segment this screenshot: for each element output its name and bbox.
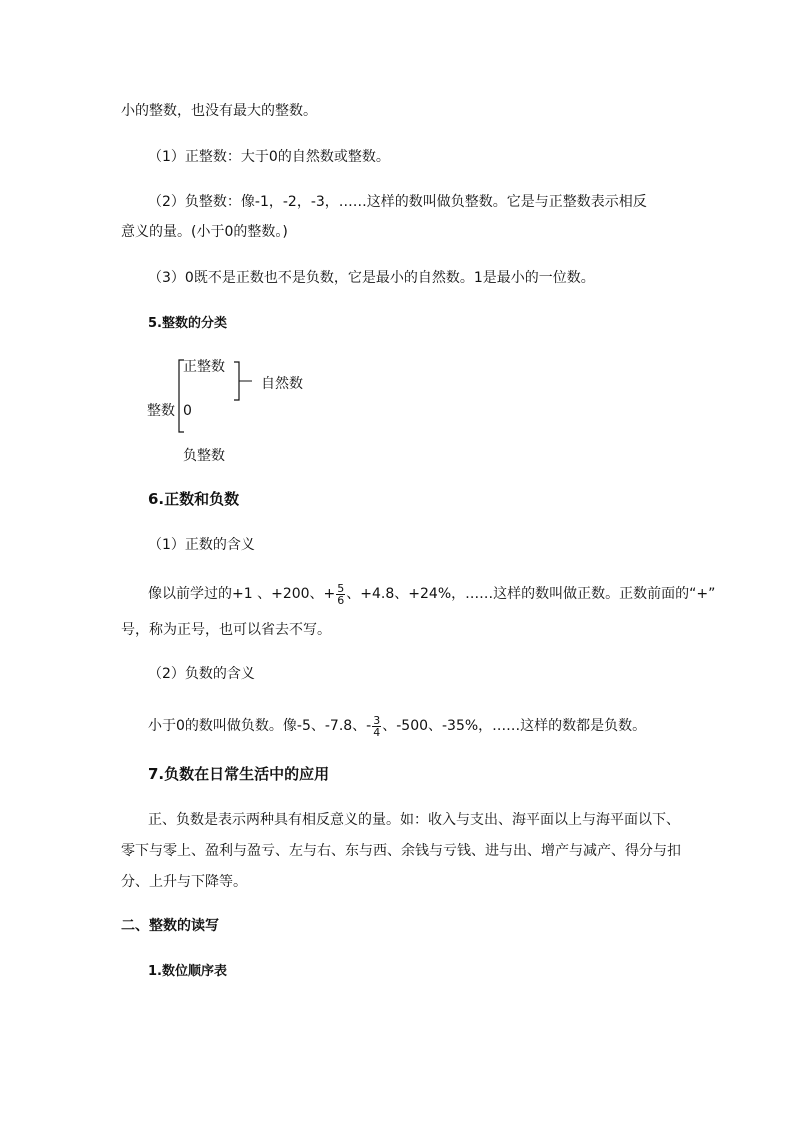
section2-title: 二、整数的读写 — [121, 918, 219, 934]
intro-line: 小的整数，也没有最大的整数。 — [121, 103, 317, 119]
positive-fraction — [336, 583, 345, 606]
negative-fraction — [372, 715, 381, 738]
item-negative-integer-cont: 意义的量。(小于0的整数。) — [121, 224, 288, 240]
section7-line3: 分、上升与下降等。 — [121, 874, 247, 890]
negative-number-line — [148, 711, 646, 741]
negative-post: 、-500、-35%，……这样的数都是负数。 — [382, 718, 647, 734]
class-natural-number: 自然数 — [261, 376, 303, 392]
section2-sub: 1.数位顺序表 — [148, 964, 227, 979]
positive-number-line2: 号，称为正号，也可以省去不写。 — [121, 622, 331, 638]
section6-title: 6.正数和负数 — [148, 490, 240, 508]
class-root-integer: 整数 — [147, 403, 175, 419]
class-positive-integer: 正整数 — [183, 359, 225, 375]
item-positive-integer: （1）正整数：大于0的自然数或整数。 — [148, 149, 390, 165]
section7-line1: 正、负数是表示两种具有相反意义的量。如：收入与支出、海平面以上与海平面以下、 — [148, 812, 680, 828]
section7-line2: 零下与零上、盈利与盈亏、左与右、东与西、余钱与亏钱、进与出、增产与减产、得分与扣 — [121, 843, 681, 859]
negative-frac-den: 4 — [373, 725, 381, 739]
class-zero: 0 — [183, 403, 192, 419]
positive-frac-num: 5 — [337, 581, 345, 595]
negative-frac-num: 3 — [373, 713, 381, 727]
section6-sub2: （2）负数的含义 — [148, 666, 255, 682]
section6-sub1: （1）正数的含义 — [148, 537, 255, 553]
natural-brace — [234, 362, 239, 400]
positive-pre: 像以前学过的+1 、+200、+ — [148, 586, 336, 602]
section7-title: 7.负数在日常生活中的应用 — [148, 765, 330, 783]
item-zero: （3）0既不是正数也不是负数，它是最小的自然数。1是最小的一位数。 — [148, 270, 595, 286]
item-negative-integer: （2）负整数：像-1，-2，-3，……这样的数叫做负整数。它是与正整数表示相反 — [148, 194, 647, 210]
positive-frac-den: 6 — [337, 593, 345, 607]
section5-title: 5.整数的分类 — [148, 316, 227, 331]
class-negative-integer: 负整数 — [183, 448, 225, 464]
negative-pre: 小于0的数叫做负数。像-5、-7.8、- — [148, 718, 372, 734]
positive-number-line — [148, 579, 715, 609]
positive-post: 、+4.8、+24%，……这样的数叫做正数。正数前面的“+” — [346, 586, 716, 602]
